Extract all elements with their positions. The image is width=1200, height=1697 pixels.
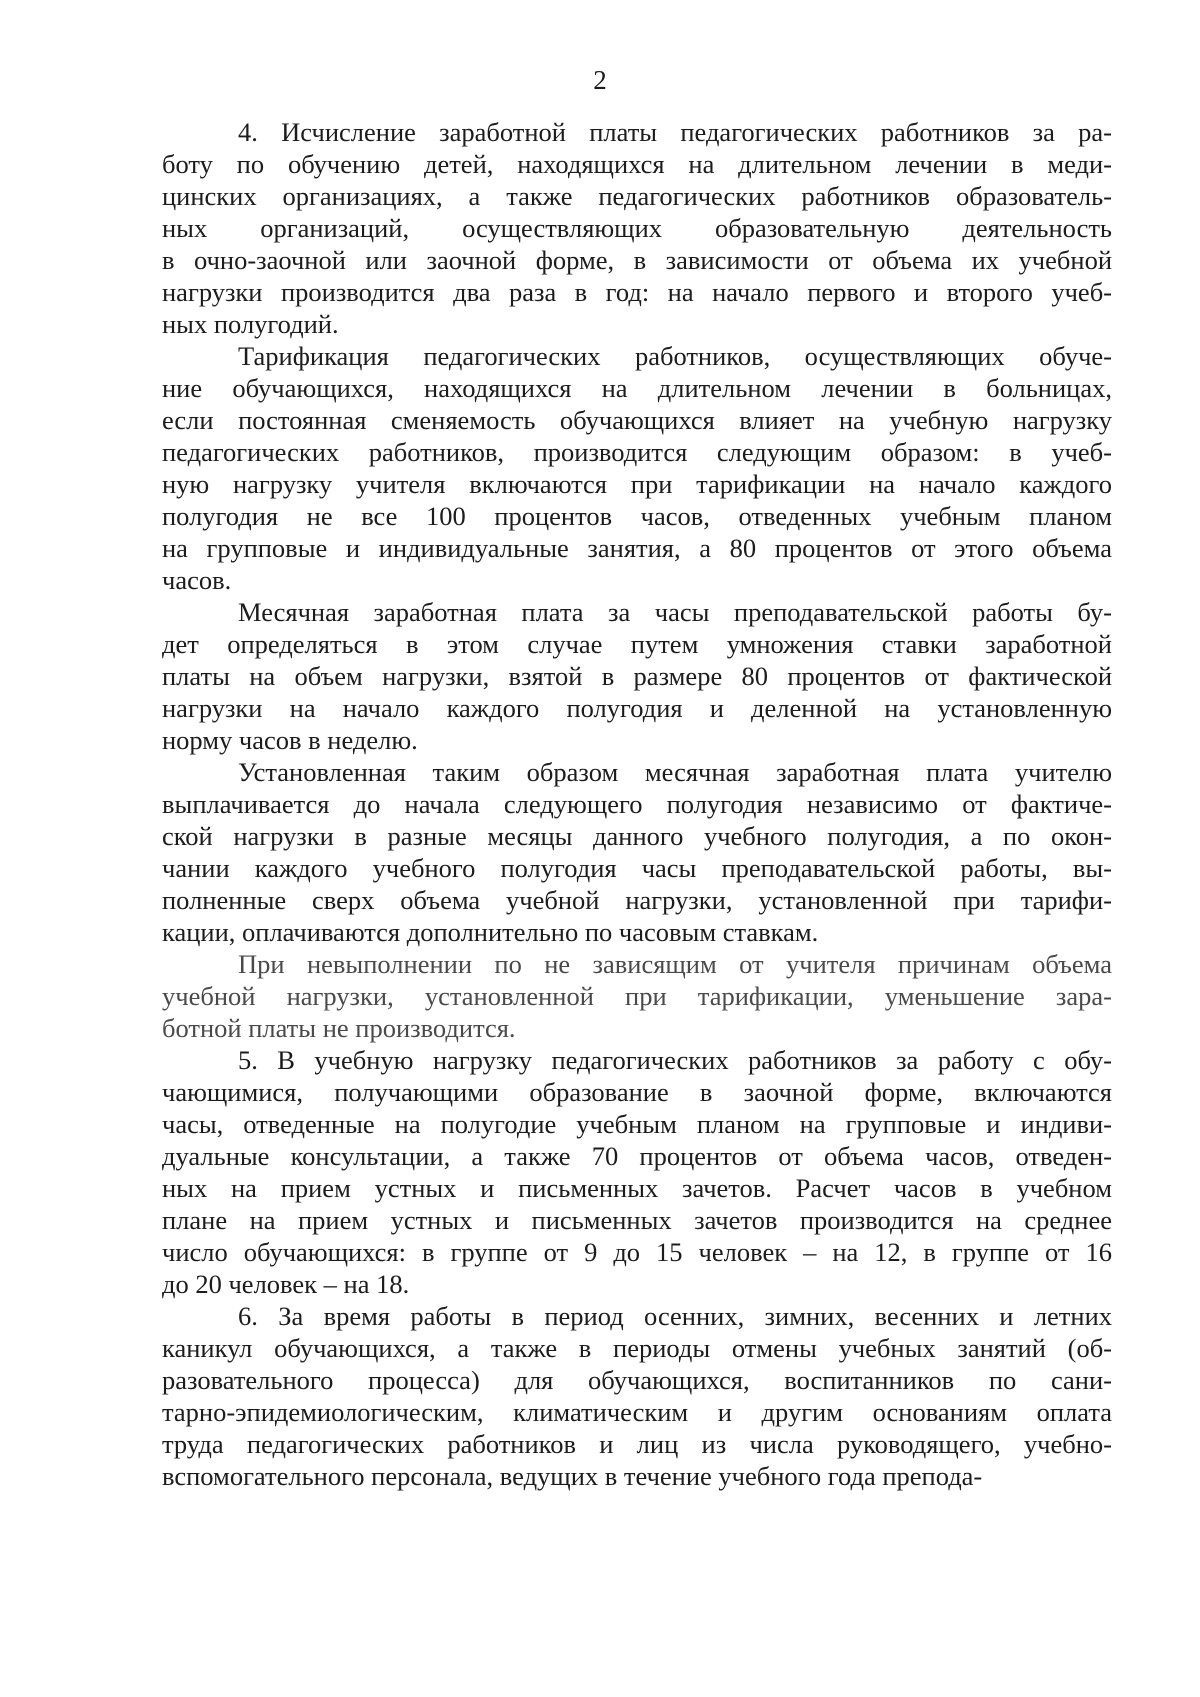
text-line: полугодия не все 100 процентов часов, отведенных учебным планом [162, 501, 1112, 531]
text-line: в очно-заочной или заочной форме, в зависимости от объема их учебной [162, 245, 1112, 275]
text-line: учебной нагрузки, установленной при тарификации, уменьшение зара- [162, 981, 1112, 1011]
text-line: тарно-эпидемиологическим, климатическим и другим основаниям оплата [162, 1397, 1112, 1427]
text-line: если постоянная сменяемость обучающихся влияет на учебную нагрузку [162, 405, 1112, 435]
text-line: до 20 человек – на 18. [162, 1269, 410, 1299]
text-line: ных полугодий. [162, 309, 339, 339]
text-line: часы, отведенные на полугодие учебным планом на групповые и индиви- [162, 1109, 1112, 1139]
paragraph-item-5 [162, 1044, 1112, 1300]
text-line: Установленная таким образом месячная заработная плата учителю [238, 757, 1112, 787]
text-line: 5. В учебную нагрузку педагогических работников за работу с обу- [238, 1045, 1112, 1075]
text-line: дет определяться в этом случае путем умножения ставки заработной [162, 629, 1112, 659]
paragraph-established-pay [162, 756, 1112, 948]
text-line: вспомогательного персонала, ведущих в течение учебного года препода- [162, 1461, 983, 1491]
text-line: разовательного процесса) для обучающихся, воспитанников по сани- [162, 1365, 1112, 1395]
page-number: 2 [593, 65, 607, 95]
text-line: ных организаций, осуществляющих образовательную деятельность [162, 213, 1112, 243]
text-line: полненные сверх объема учебной нагрузки, установленной при тарифи- [162, 885, 1112, 915]
text-line: чании каждого учебного полугодия часы преподавательской работы, вы- [162, 853, 1112, 883]
text-line: При невыполнении по не зависящим от учителя причинам объема [238, 949, 1112, 979]
paragraph-monthly-pay [162, 596, 1112, 756]
text-line: норму часов в неделю. [162, 725, 418, 755]
text-line: боту по обучению детей, находящихся на длительном лечении в меди- [162, 149, 1112, 179]
text-line: 4. Исчисление заработной платы педагогических работников за ра- [238, 117, 1112, 147]
text-line: кации, оплачиваются дополнительно по часовым ставкам. [162, 917, 819, 947]
text-line: на групповые и индивидуальные занятия, а 80 процентов от этого объема [162, 533, 1112, 563]
text-line: педагогических работников, производится следующим образом: в учеб- [162, 437, 1112, 467]
text-line: чающимися, получающими образование в заочной форме, включаются [162, 1077, 1112, 1107]
text-line: 6. За время работы в период осенних, зимних, весенних и летних [238, 1301, 1112, 1331]
text-line: каникул обучающихся, а также в периоды отмены учебных занятий (об- [162, 1333, 1112, 1363]
text-line: число обучающихся: в группе от 9 до 15 человек – на 12, в группе от 16 [162, 1237, 1112, 1267]
text-line: цинских организациях, а также педагогических работников образователь- [162, 181, 1112, 211]
text-line: ных на прием устных и письменных зачетов. Расчет часов в учебном [162, 1173, 1112, 1203]
text-line: труда педагогических работников и лиц из числа руководящего, учебно- [162, 1429, 1112, 1459]
text-line: часов. [162, 565, 232, 595]
paragraph-tarification [162, 340, 1112, 596]
text-line: нагрузки производится два раза в год: на начало первого и второго учеб- [162, 277, 1112, 307]
text-line: ской нагрузки в разные месяцы данного учебного полугодия, а по окон- [162, 821, 1112, 851]
text-line: ние обучающихся, находящихся на длительном лечении в больницах, [162, 373, 1112, 403]
text-line: дуальные консультации, а также 70 процентов от объема часов, отведен- [162, 1141, 1112, 1171]
text-line: нагрузки на начало каждого полугодия и деленной на установленную [162, 693, 1112, 723]
text-line: выплачивается до начала следующего полугодия независимо от фактиче- [162, 789, 1112, 819]
text-line: платы на объем нагрузки, взятой в размере 80 процентов от фактической [162, 661, 1112, 691]
text-line: плане на прием устных и письменных зачетов производится на среднее [162, 1205, 1112, 1235]
paragraph-item-6 [162, 1300, 1112, 1492]
text-line: Месячная заработная плата за часы преподавательской работы бу- [238, 597, 1112, 627]
text-line: Тарификация педагогических работников, осуществляющих обуче- [238, 341, 1112, 371]
text-line: ную нагрузку учителя включаются при тарификации на начало каждого [162, 469, 1112, 499]
body-text [162, 116, 1112, 1492]
paragraph-item-4 [162, 116, 1112, 340]
paragraph-non-fulfillment [162, 948, 1112, 1044]
text-line: ботной платы не производится. [162, 1013, 516, 1043]
